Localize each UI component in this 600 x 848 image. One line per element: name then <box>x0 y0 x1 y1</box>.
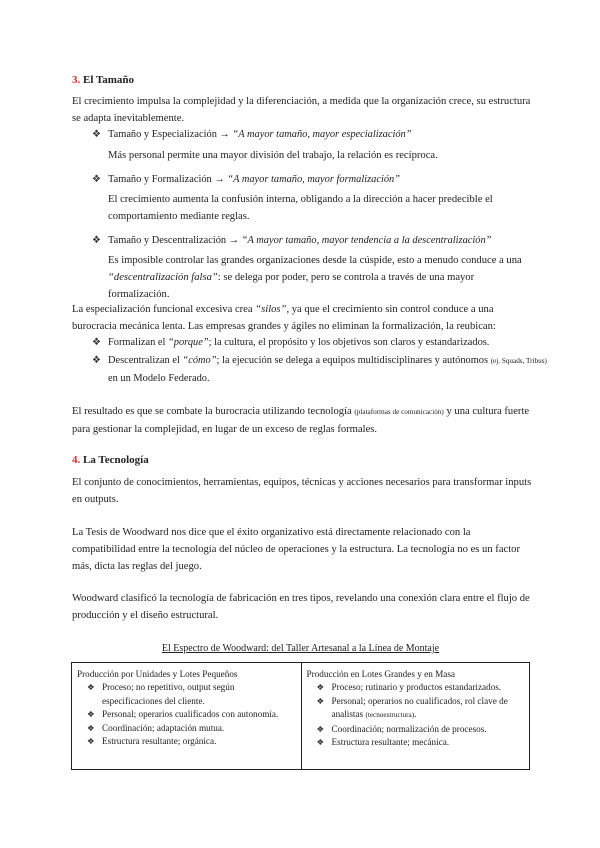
section-title: El Tamaño <box>83 74 135 86</box>
table-title: El Espectro de Woodward: del Taller Artesanal a la Línea de Montaje <box>161 643 440 654</box>
diamond-bullet-icon: ❖ <box>92 174 101 185</box>
technology-definition: El conjunto de conocimientos, herramientas, equipos, técnicas y acciones necesarios para transformar inputs en outputs. <box>72 477 532 505</box>
bullet-item: ❖ Tamaño y Especialización → “A mayor tamaño, mayor especialización” <box>92 127 548 143</box>
sub-bullet-item: ❖ Formalizan el “porque”; la cultura, el propósito y los objetivos son claros y estandarizados. <box>92 335 548 351</box>
list-item: ❖ Proceso; rutinario y productos estandarizados. <box>317 681 526 694</box>
diamond-bullet-icon: ❖ <box>87 682 95 693</box>
list-item: ❖ Estructura resultante; orgánica. <box>87 735 297 748</box>
list-item: ❖ Personal; operarios no cualificados, rol clave de analistas (tecnoestructura). <box>316 695 508 720</box>
column-heading: Producción en Lotes Grandes y en Masa <box>306 669 455 679</box>
section-3-heading <box>72 72 134 88</box>
list-item: ❖ Coordinación; adaptación mutua. <box>87 722 297 735</box>
woodward-thesis: La Tesis de Woodward nos dice que el éxito organizativo está directamente relacionado con la compatibilidad entre la tecnología del núcleo de operaciones y la estructura. La tecnología no es un factor más, dicta las reglas del juego. <box>72 527 520 572</box>
table-column-unit-production <box>72 663 301 769</box>
diamond-bullet-icon: ❖ <box>92 337 101 348</box>
bullet-item: ❖ Tamaño y Descentralización → “A mayor tamaño, mayor tendencia a la descentralización” <box>92 233 548 249</box>
diamond-bullet-icon: ❖ <box>316 737 325 748</box>
diamond-bullet-icon: ❖ <box>316 682 325 693</box>
section-title: La Tecnología <box>83 454 149 466</box>
woodward-classification: Woodward clasificó la tecnología de fabricación en tres tipos, revelando una conexión clara entre el flujo de producción y el diseño estructural. <box>72 593 530 621</box>
sub-bullet-item: ❖ Descentralizan el “cómo”; la ejecución se delega a equipos multidisciplinares y autónomos (ej. Squads, Tribus) en un Modelo Federado. <box>92 352 548 387</box>
diamond-bullet-icon: ❖ <box>92 355 101 366</box>
section-number: 3. <box>72 74 81 86</box>
list-item: ❖ Estructura resultante; mecánica. <box>317 736 526 749</box>
section-number: 4. <box>72 454 81 466</box>
bullet-item: ❖ Tamaño y Formalización → “A mayor tamaño, mayor formalización” <box>92 172 548 188</box>
diamond-bullet-icon: ❖ <box>316 723 325 734</box>
silos-paragraph: La especialización funcional excesiva crea “silos”, ya que el crecimiento sin control conduce a una burocracia mecánica lenta. Las empresas grandes y ágiles no eliminan la formalización, la reubican: <box>72 304 496 332</box>
list-item: ❖ Personal; operarios cualificados con autonomía. <box>87 708 297 721</box>
woodward-table <box>71 662 530 770</box>
table-column-mass-production <box>301 663 530 769</box>
list-item: ❖ Proceso; no repetitivo, output según especificaciones del cliente. <box>87 682 235 706</box>
diamond-bullet-icon: ❖ <box>87 736 95 747</box>
bullet-description: Es imposible controlar las grandes organizaciones desde la cúspide, esto a menudo conduce a una “descentralización falsa”: se delega por poder, pero se controla a través de una mayor formalización. <box>108 255 522 300</box>
diamond-bullet-icon: ❖ <box>92 129 101 140</box>
diamond-bullet-icon: ❖ <box>316 695 325 706</box>
bullet-description: El crecimiento aumenta la confusión interna, obligando a la dirección a hacer predecible el comportamiento mediante reglas. <box>108 194 493 222</box>
list-item: ❖ Coordinación; normalización de procesos. <box>317 723 526 736</box>
result-paragraph: El resultado es que se combate la burocracia utilizando tecnología (plataformas de comunicación) y una cultura fuerte para gestionar la complejidad, en lugar de un exceso de reglas formales. <box>72 406 530 435</box>
bullet-description: Más personal permite una mayor división del trabajo, la relación es recíproca. <box>108 150 438 161</box>
diamond-bullet-icon: ❖ <box>87 722 95 733</box>
section-4-heading <box>72 452 149 468</box>
column-heading: Producción por Unidades y Lotes Pequeños <box>77 669 238 679</box>
section-3-intro: El crecimiento impulsa la complejidad y la diferenciación, a medida que la organización crece, su estructura se adapta inevitablemente. <box>72 96 531 124</box>
diamond-bullet-icon: ❖ <box>92 235 101 246</box>
diamond-bullet-icon: ❖ <box>87 709 95 720</box>
